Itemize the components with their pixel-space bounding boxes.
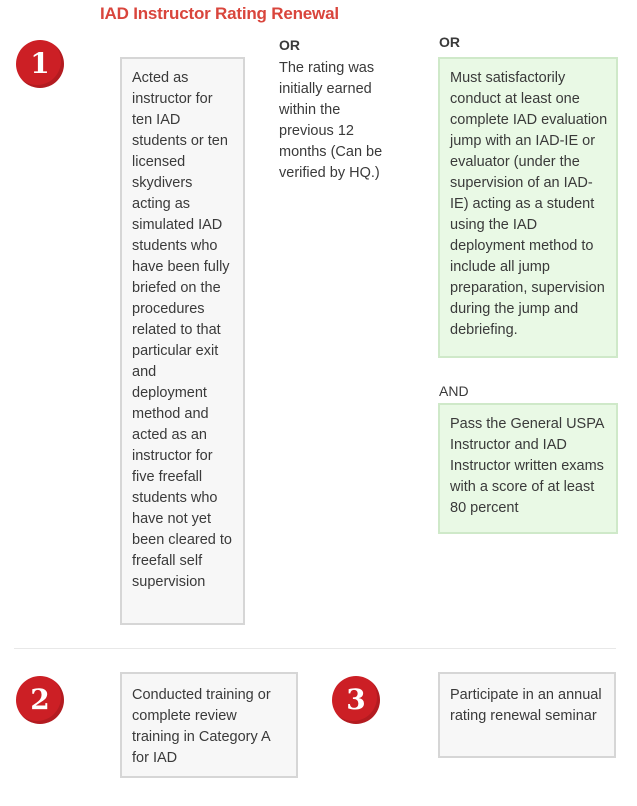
section-divider bbox=[14, 648, 616, 649]
requirement-2-box bbox=[120, 672, 298, 778]
evaluation-jump-box bbox=[438, 57, 618, 358]
requirement-1-text: Acted as instructor for ten IAD students or ten licensed skydivers acting as simulated IAD students who have been fully briefed on the procedures related to that particular exit and deployment method and acted as an instructor for five freefall students who have not yet been cleared to freefall self supervision bbox=[132, 70, 232, 590]
step-2-badge: 2 bbox=[16, 676, 64, 724]
alternative-text: The rating was initially earned within the previous 12 months (Can be verified by HQ.) bbox=[279, 60, 383, 181]
and-label: AND bbox=[439, 383, 469, 399]
page-title: IAD Instructor Rating Renewal bbox=[100, 4, 339, 23]
step-1-badge: 1 bbox=[16, 40, 64, 88]
requirement-3-text: Participate in an annual rating renewal seminar bbox=[450, 687, 602, 724]
requirement-2-text: Conducted training or complete review training in Category A for IAD bbox=[132, 687, 271, 766]
evaluation-jump-text: Must satisfactorily conduct at least one complete IAD evaluation jump with an IAD-IE or evaluator (under the supervision of an IAD-IE) acting as a student using the IAD deployment method to include all jump preparation, supervision during the jump and debriefing. bbox=[450, 70, 608, 338]
written-exams-box bbox=[438, 403, 618, 534]
or-label-1: OR bbox=[279, 37, 300, 53]
or-label-2: OR bbox=[439, 34, 460, 50]
requirement-1-box bbox=[120, 57, 245, 625]
step-3-badge: 3 bbox=[332, 676, 380, 724]
written-exams-text: Pass the General USPA Instructor and IAD Instructor written exams with a score of at least 80 percent bbox=[450, 416, 604, 516]
requirement-3-box bbox=[438, 672, 616, 758]
